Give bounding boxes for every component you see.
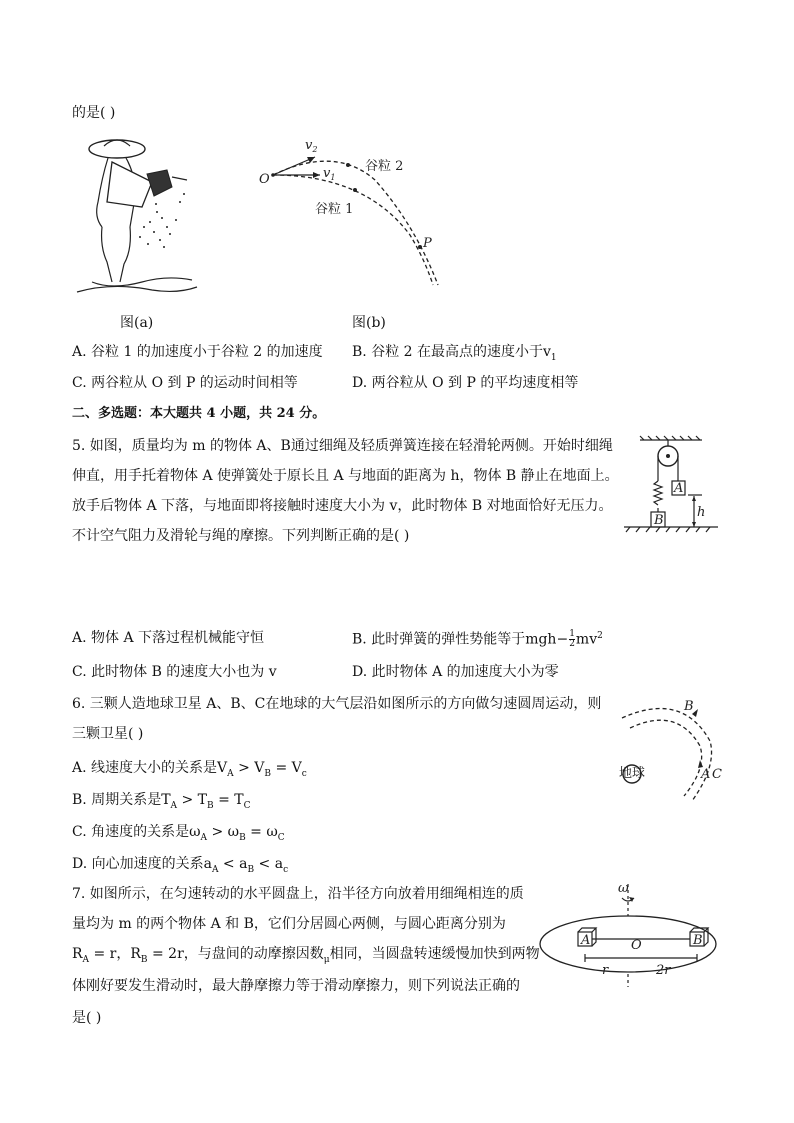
q7-line-2: 量均为 m 的两个物体 A 和 B，它们分居圆心两侧，与圆心距离分别为 [72,916,506,932]
q6-line-2: 三颗卫星( ) [72,726,144,742]
rotating-disk-diagram [538,882,728,992]
center-O-label: O [631,938,642,953]
q7-line-5: 是( ) [72,1010,102,1026]
q4-stem-tail: 的是( ) [72,105,116,121]
pulley-diagram [622,436,722,541]
q5-option-d: D. 此时物体 A 的加速度大小为零 [352,664,559,680]
q6-line-1: 6. 三颗人造地球卫星 A、B、C在地球的大气层沿如图所示的方向做匀速圆周运动，则 [72,696,602,712]
fig-a-caption: 图(a) [120,315,154,331]
section-heading: 二、多选题：本大题共 4 小题，共 24 分。 [72,406,326,421]
v1-label: $v_1$ [323,166,336,182]
satellite-orbits-diagram [612,696,732,806]
satellite-C-label: C [712,767,722,782]
radius-2r-label: 2r [656,963,671,978]
point-P: P [423,236,432,251]
q5-line-1: 5. 如图，质量均为 m 的物体 A、B通过细绳及轻质弹簧连接在轻滑轮两侧。开始时细绳 [72,438,613,454]
farmer-illustration [72,132,202,297]
omega-label: ω [618,881,629,896]
height-h-label: h [697,505,706,520]
q4-option-a: A. 谷粒 1 的加速度小于谷粒 2 的加速度 [72,344,323,360]
q6-option-c: C. 角速度的关系是$\omega_A > \omega_B = \omega_C$ [72,824,285,843]
block-A-label: A [674,481,684,496]
q4-option-d: D. 两谷粒从 O 到 P 的平均速度相等 [352,375,579,391]
q5-option-b: B. 此时弹簧的弹性势能等于mgh− $\frac{1}{2}$ $mv^2$ [352,629,603,650]
q4-option-c: C. 两谷粒从 O 到 P 的运动时间相等 [72,375,298,391]
q6-option-b: B. 周期关系是$T_A > T_B = T_C$ [72,792,251,811]
q5-line-2: 伸直，用手托着物体 A 使弹簧处于原长且 A 与地面的距离为 h，物体 B 静止在地面上。 [72,468,619,484]
q5-option-c: C. 此时物体 B 的速度大小也为 v [72,664,277,680]
q7-line-3: $R_A = r$，$R_B = 2r$，与盘间的动摩擦因数$_\mu$相同，当圆盘转速缓慢加快到两物 [72,946,540,965]
satellite-A-label: A [701,767,711,782]
earth-label: 地球 [618,766,646,781]
fig-b-caption: 图(b) [352,315,386,331]
q7-line-1: 7. 如图所示，在匀速转动的水平圆盘上，沿半径方向放着用细绳相连的质 [72,886,524,902]
grain1-label: 谷粒 1 [315,202,354,217]
disk-block-B-label: B [693,933,703,948]
q7-line-4: 体刚好要发生滑动时，最大静摩擦力等于滑动摩擦力，则下列说法正确的 [72,978,520,994]
q5-option-a: A. 物体 A 下落过程机械能守恒 [72,630,265,646]
disk-block-A-label: A [581,933,591,948]
radius-r-label: r [602,963,609,978]
v2-label: $v_2$ [305,138,318,154]
q5-line-4: 不计空气阻力及滑轮与绳的摩擦。下列判断正确的是( ) [72,528,410,544]
q6-option-d: D. 向心加速度的关系$a_A < a_B < a_c$ [72,856,289,875]
satellite-B-label: B [684,699,694,714]
trajectory-diagram [255,135,455,295]
q5-line-3: 放手后物体 A 下落，与地面即将接触时速度大小为 v，此时物体 B 对地面恰好无压力。 [72,498,613,514]
block-B-label: B [654,513,664,528]
q6-option-a: A. 线速度大小的关系是$V_A > V_B = V_c$ [72,760,307,779]
q4-option-b: B. 谷粒 2 在最高点的速度小于$v_1$ [352,344,557,363]
grain2-label: 谷粒 2 [365,159,404,174]
point-O: O [259,172,270,187]
